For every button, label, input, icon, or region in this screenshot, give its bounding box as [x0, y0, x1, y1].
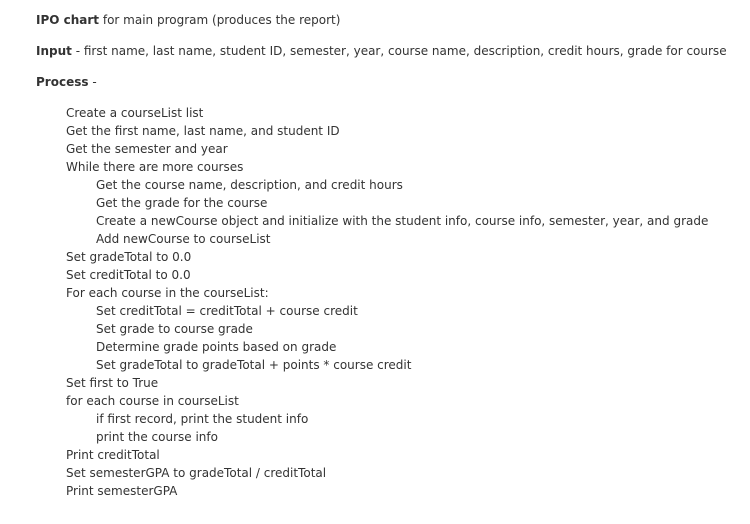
process-step: Set semesterGPA to gradeTotal / creditTotal — [66, 466, 327, 480]
process-step: if first record, print the student info — [96, 412, 309, 426]
process-step: Determine grade points based on grade — [96, 340, 337, 354]
process-step: Set gradeTotal to gradeTotal + points * course credit — [96, 358, 412, 372]
process-step: print the course info — [96, 430, 218, 444]
process-step: Print semesterGPA — [66, 484, 178, 498]
process-step: Set creditTotal to 0.0 — [66, 268, 191, 282]
process-step: Get the first name, last name, and student ID — [66, 124, 340, 138]
process-heading — [36, 74, 97, 90]
input-label: Input — [36, 44, 72, 58]
process-label: Process — [36, 75, 89, 89]
ipo-chart-title — [36, 12, 340, 28]
input-text: - first name, last name, student ID, semester, year, course name, description, credit hours, grade for course — [71, 44, 727, 58]
process-step: for each course in courseList — [66, 394, 239, 408]
process-step: While there are more courses — [66, 160, 244, 174]
process-step: Get the grade for the course — [96, 196, 268, 210]
process-step: For each course in the courseList: — [66, 286, 269, 300]
ipo-chart-title-rest: for main program (produces the report) — [99, 13, 341, 27]
process-step: Add newCourse to courseList — [96, 232, 271, 246]
process-step: Get the semester and year — [66, 142, 228, 156]
process-step: Create a courseList list — [66, 106, 204, 120]
process-step: Create a newCourse object and initialize with the student info, course info, semester, year, and grade — [96, 214, 709, 228]
ipo-chart-title-bold: IPO chart — [36, 13, 100, 27]
process-step: Print creditTotal — [66, 448, 160, 462]
process-suffix: - — [88, 75, 97, 89]
process-step: Get the course name, description, and credit hours — [96, 178, 403, 192]
process-step: Set first to True — [66, 376, 159, 390]
input-line — [36, 43, 727, 59]
process-step: Set creditTotal = creditTotal + course credit — [96, 304, 358, 318]
process-step: Set gradeTotal to 0.0 — [66, 250, 192, 264]
process-step: Set grade to course grade — [96, 322, 253, 336]
